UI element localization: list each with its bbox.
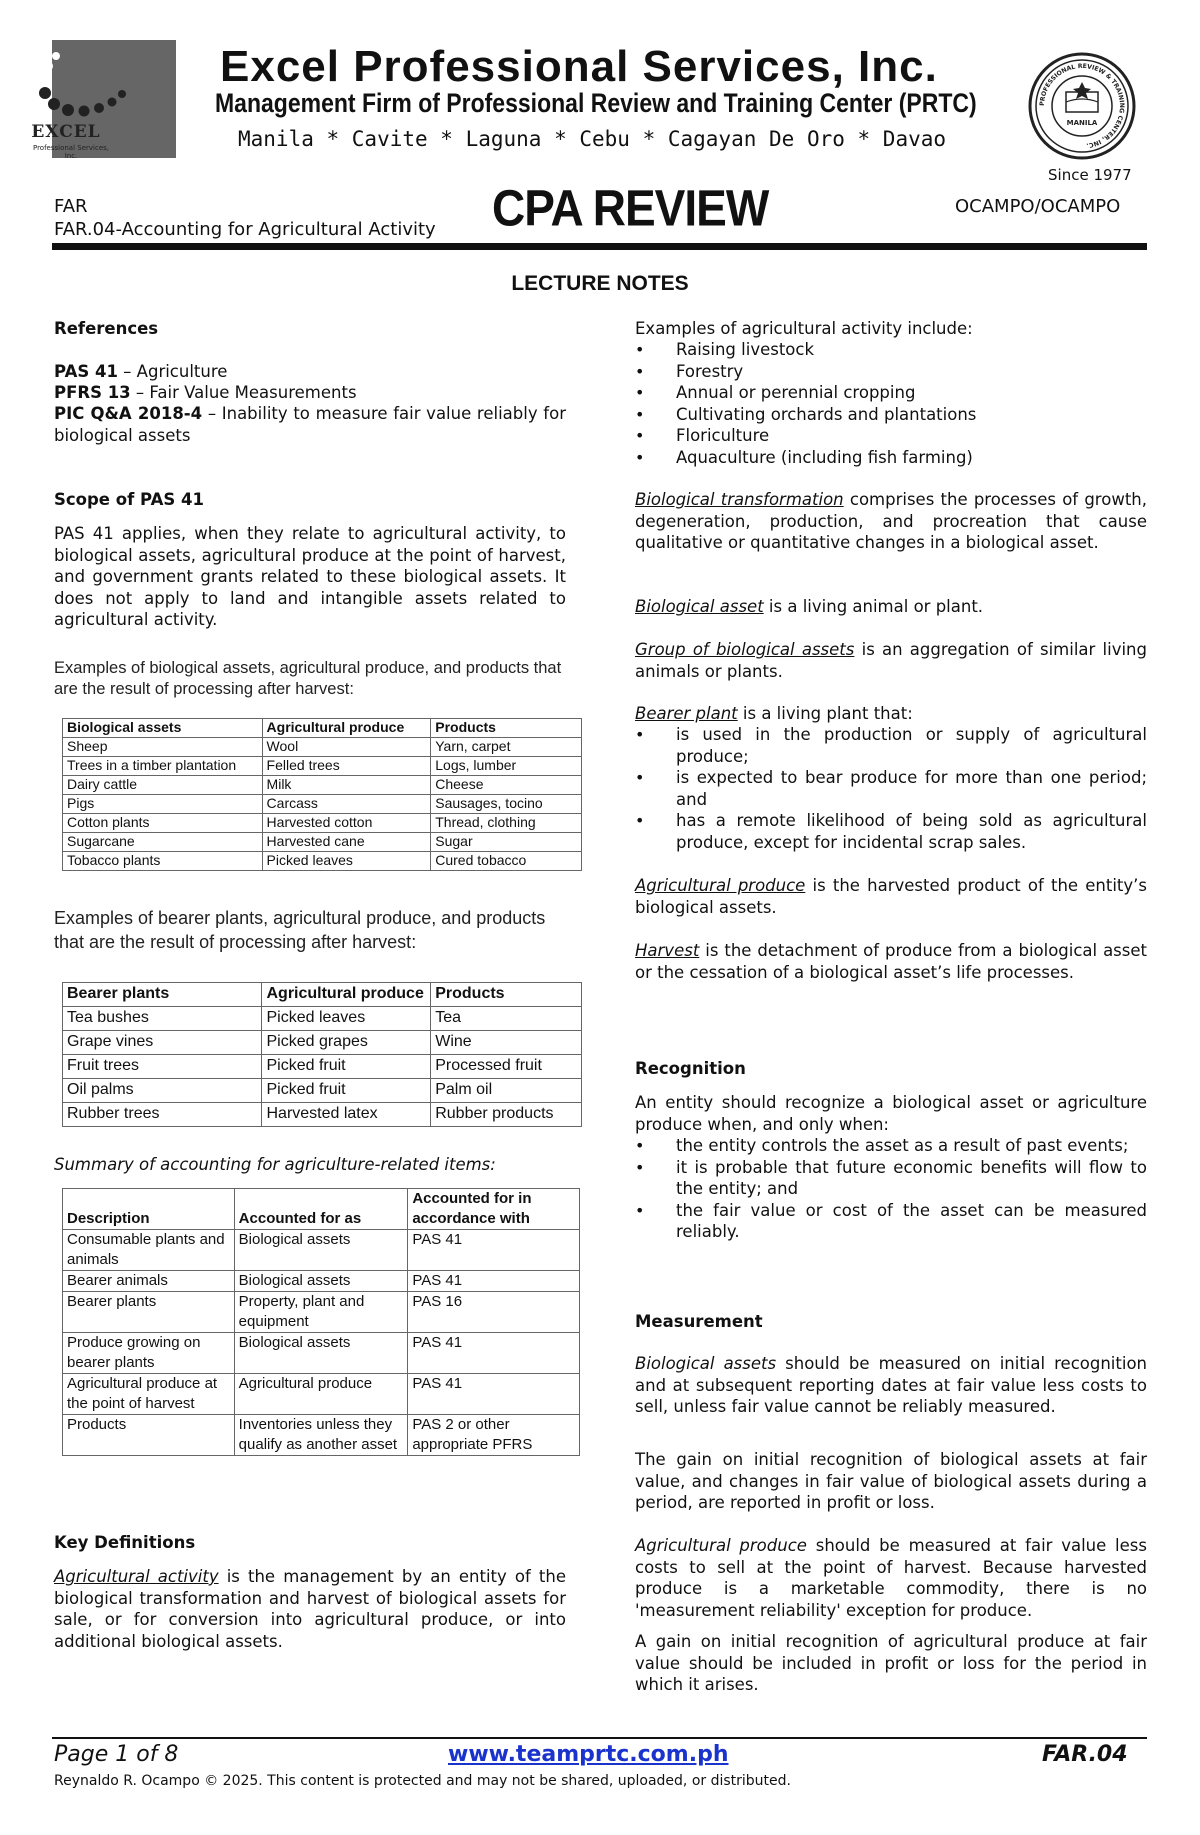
measurement-produce-gain-paragraph: A gain on initial recognition of agricultural produce at fair value should be included in profit or loss for the period in which it arises. [635, 1632, 1147, 1694]
table-cell: Wine [431, 1031, 582, 1055]
table-header-cell: Products [431, 983, 582, 1007]
table-cell: Picked fruit [262, 1079, 431, 1103]
table-row [63, 776, 582, 795]
harvest-definition [635, 940, 1147, 983]
table-cell: Biological assets [234, 1333, 408, 1374]
table-row [63, 852, 582, 871]
measurement-gain-paragraph: The gain on initial recognition of biological assets at fair value, and changes in fair value of biological assets during a period, are reported in profit or loss. [635, 1450, 1147, 1512]
page-title: LECTURE NOTES [511, 272, 689, 295]
references-heading: References [54, 319, 159, 338]
table-cell: Rubber products [431, 1103, 582, 1127]
table-cell: Pigs [63, 795, 263, 814]
term: Group of biological assets [635, 640, 855, 659]
copyright-notice: Reynaldo R. Ocampo © 2025. This content is protected and may not be shared, uploaded, or distributed. [54, 1773, 791, 1789]
table-cell: Tea [431, 1007, 582, 1031]
seal-center-text: MANILA [1066, 119, 1098, 127]
accounting-summary-table [62, 1188, 580, 1456]
table-header-cell: Agricultural produce [262, 719, 431, 738]
table-cell: PAS 41 [408, 1374, 580, 1415]
table-cell: Tea bushes [63, 1007, 262, 1031]
reference-pas41 [54, 361, 566, 383]
definition-text: is an aggregation of similar living animals or plants. [635, 640, 1147, 681]
table-cell: Sugarcane [63, 833, 263, 852]
recognition-criteria [635, 1135, 1147, 1243]
table-cell: Cheese [431, 776, 582, 795]
table-cell: Rubber trees [63, 1103, 262, 1127]
list-item: • is used in the production or supply of agricultural produce; [635, 724, 1147, 767]
table-cell: Sugar [431, 833, 582, 852]
table-row [63, 1415, 580, 1456]
table-row [63, 1031, 582, 1055]
table-cell: Oil palms [63, 1079, 262, 1103]
table-cell: Logs, lumber [431, 757, 582, 776]
document-code: FAR.04 [1042, 1742, 1128, 1767]
list-item: • Floriculture [635, 425, 1147, 447]
term: Harvest [635, 941, 700, 960]
since-year: Since 1977 [1048, 166, 1132, 184]
table3-caption: Summary of accounting for agriculture-related items: [54, 1155, 496, 1174]
table-row [63, 1230, 580, 1271]
ref-code: PFRS 13 [54, 383, 131, 402]
prtc-seal-icon [1028, 52, 1136, 160]
definition-text: is the management by an entity of the biological transformation and harvest of biological assets for sale, or for conversion into agricultural produce, or into additional biological assets. [54, 1567, 566, 1651]
header-divider [52, 243, 1147, 250]
table-cell: Bearer plants [63, 1292, 235, 1333]
table-cell: Palm oil [431, 1079, 582, 1103]
table-cell: Milk [262, 776, 431, 795]
table-cell: Felled trees [262, 757, 431, 776]
table-row [63, 1374, 580, 1415]
definition-text: is the harvested product of the entity’s biological assets. [635, 876, 1147, 917]
reference-pfrs13 [54, 382, 566, 404]
term: Agricultural activity [54, 1567, 219, 1586]
table-header-cell: Accounted for as [234, 1189, 408, 1230]
table-cell: Trees in a timber plantation [63, 757, 263, 776]
page-number: Page 1 of 8 [54, 1742, 179, 1767]
table-cell: Fruit trees [63, 1055, 262, 1079]
table-cell: Cured tobacco [431, 852, 582, 871]
examples-intro: Examples of agricultural activity include: [635, 319, 973, 338]
definition-text: is a living animal or plant. [763, 597, 984, 616]
definition-text: comprises the processes of growth, degeneration, production, and procreation that cause qualitative or quantitative changes in a biological asset. [635, 490, 1147, 552]
company-subtitle: Management Firm of Professional Review and Training Center (PRTC) [215, 88, 977, 118]
branch-cities: Manila * Cavite * Laguna * Cebu * Cagayan De Oro * Davao [238, 127, 947, 151]
list-item: • Forestry [635, 361, 1147, 383]
table-cell: PAS 41 [408, 1271, 580, 1292]
table-cell: Agricultural produce [234, 1374, 408, 1415]
key-definitions-heading: Key Definitions [54, 1533, 196, 1552]
biological-assets-table [62, 718, 582, 871]
bearer-plant-definition [635, 703, 1147, 725]
table-cell: PAS 2 or other appropriate PFRS [408, 1415, 580, 1456]
examples-list [635, 339, 1147, 468]
table-cell: Products [63, 1415, 235, 1456]
table-cell: Harvested latex [262, 1103, 431, 1127]
table-cell: Produce growing on bearer plants [63, 1333, 235, 1374]
term: Biological transformation [635, 490, 844, 509]
authors-label: OCAMPO/OCAMPO [955, 196, 1121, 217]
table1-caption: Examples of biological assets, agricultural produce, and products that are the result of processing after harvest: [54, 659, 562, 698]
table-row [63, 814, 582, 833]
list-item: • the fair value or cost of the asset can be measured reliably. [635, 1200, 1147, 1243]
scope-paragraph: PAS 41 applies, when they relate to agricultural activity, to biological assets, agricultural produce at the point of harvest, and government grants related to these biological assets. It does not apply to land and intangible assets related to agricultural activity. [54, 524, 566, 629]
list-item: • Aquaculture (including fish farming) [635, 447, 1147, 469]
ref-text: – Fair Value Measurements [130, 383, 357, 402]
table-cell: Picked grapes [262, 1031, 431, 1055]
footer-divider [52, 1737, 1147, 1739]
ref-text: – Inability to measure fair value reliably for biological assets [54, 404, 566, 445]
logo-wordmark: EXCEL [31, 122, 101, 142]
table-cell: Yarn, carpet [431, 738, 582, 757]
list-item: • has a remote likelihood of being sold as agricultural produce, except for incidental scrap sales. [635, 810, 1147, 853]
table-cell: PAS 41 [408, 1333, 580, 1374]
term: Bearer plant [635, 704, 738, 723]
table-cell: Biological assets [234, 1271, 408, 1292]
table-cell: Processed fruit [431, 1055, 582, 1079]
table-header-cell: Agricultural produce [262, 983, 431, 1007]
table-row [63, 795, 582, 814]
paragraph-text: should be measured at fair value less costs to sell at the point of harvest. Because harvested produce is a marketable commodity, there is no 'measurement reliability' exception for produce. [635, 1536, 1147, 1620]
list-item: • Cultivating orchards and plantations [635, 404, 1147, 426]
table-cell: Consumable plants and animals [63, 1230, 235, 1271]
table-cell: Biological assets [234, 1230, 408, 1271]
definition-text: is a living plant that: [737, 704, 913, 723]
program-title: CPA REVIEW [492, 179, 769, 237]
table-row [63, 1271, 580, 1292]
measurement-agricultural-produce [635, 1535, 1147, 1621]
list-item: • it is probable that future economic benefits will flow to the entity; and [635, 1157, 1147, 1200]
reference-pic-qa [54, 403, 566, 446]
table-header-row [63, 1189, 580, 1230]
table-row [63, 738, 582, 757]
table-header-cell: Accounted for in accordance with [408, 1189, 580, 1230]
table-cell: Sheep [63, 738, 263, 757]
list-item: • is expected to bear produce for more than one period; and [635, 767, 1147, 810]
company-name: Excel Professional Services, Inc. [220, 42, 938, 91]
term: Agricultural produce [635, 1536, 807, 1555]
table-row [63, 833, 582, 852]
measurement-biological-assets [635, 1353, 1147, 1418]
table-row [63, 1103, 582, 1127]
recognition-intro: An entity should recognize a biological asset or agriculture produce when, and only when: [635, 1093, 1147, 1134]
list-item: • the entity controls the asset as a result of past events; [635, 1135, 1147, 1157]
ref-code: PIC Q&A 2018-4 [54, 404, 203, 423]
ref-code: PAS 41 [54, 362, 118, 381]
paragraph-text: should be measured on initial recognition and at subsequent reporting dates at fair value less costs to sell, unless fair value cannot be reliably measured. [635, 1354, 1147, 1416]
list-item: • Raising livestock [635, 339, 1147, 361]
table-header-row [63, 983, 582, 1007]
table-cell: Harvested cotton [262, 814, 431, 833]
term: Biological assets [635, 1354, 777, 1373]
table-cell: Picked leaves [262, 1007, 431, 1031]
subject-label: FAR [54, 196, 88, 217]
table-cell: Agricultural produce at the point of harvest [63, 1374, 235, 1415]
bearer-plants-table [62, 982, 582, 1127]
group-definition [635, 639, 1147, 682]
table2-caption: Examples of bearer plants, agricultural produce, and products that are the result of processing after harvest: [54, 908, 546, 952]
table-header-cell: Description [63, 1189, 235, 1230]
definition-text: is the detachment of produce from a biological asset or the cessation of a biological asset’s life processes. [635, 941, 1147, 982]
table-header-row [63, 719, 582, 738]
table-row [63, 1007, 582, 1031]
biological-transformation-definition [635, 489, 1147, 554]
table-cell: Inventories unless they qualify as another asset [234, 1415, 408, 1456]
table-row [63, 1333, 580, 1374]
table-cell: Property, plant and equipment [234, 1292, 408, 1333]
table-cell: Picked leaves [262, 852, 431, 871]
topic-label: FAR.04-Accounting for Agricultural Activity [54, 219, 436, 240]
seal-ring-text: PROFESSIONAL REVIEW & TRAINING CENTER, INC. [1038, 62, 1126, 149]
term: Biological asset [635, 597, 764, 616]
table-cell: Dairy cattle [63, 776, 263, 795]
recognition-heading: Recognition [635, 1059, 746, 1078]
table-cell: Thread, clothing [431, 814, 582, 833]
company-logo [26, 40, 176, 158]
table-cell: PAS 41 [408, 1230, 580, 1271]
table-cell: Cotton plants [63, 814, 263, 833]
list-item: • Annual or perennial cropping [635, 382, 1147, 404]
table-cell: Wool [262, 738, 431, 757]
agricultural-activity-definition [54, 1566, 566, 1652]
logo-subtitle: Professional Services, Inc. [32, 144, 110, 160]
table-cell: Picked fruit [262, 1055, 431, 1079]
table-cell: PAS 16 [408, 1292, 580, 1333]
term: Agricultural produce [635, 876, 806, 895]
table-row [63, 1055, 582, 1079]
agricultural-produce-definition [635, 875, 1147, 918]
table-cell: Sausages, tocino [431, 795, 582, 814]
bearer-plant-criteria [635, 724, 1147, 853]
table-header-cell: Bearer plants [63, 983, 262, 1007]
measurement-heading: Measurement [635, 1312, 763, 1331]
table-cell: Bearer animals [63, 1271, 235, 1292]
ref-text: – Agriculture [117, 362, 228, 381]
table-cell: Grape vines [63, 1031, 262, 1055]
table-cell: Carcass [262, 795, 431, 814]
table-header-cell: Biological assets [63, 719, 263, 738]
table-cell: Tobacco plants [63, 852, 263, 871]
biological-asset-definition [635, 596, 1147, 618]
scope-heading: Scope of PAS 41 [54, 490, 204, 509]
table-row [63, 1079, 582, 1103]
table-cell: Harvested cane [262, 833, 431, 852]
website-link[interactable]: www.teamprtc.com.ph [448, 1742, 729, 1767]
table-header-cell: Products [431, 719, 582, 738]
table-row [63, 1292, 580, 1333]
table-row [63, 757, 582, 776]
